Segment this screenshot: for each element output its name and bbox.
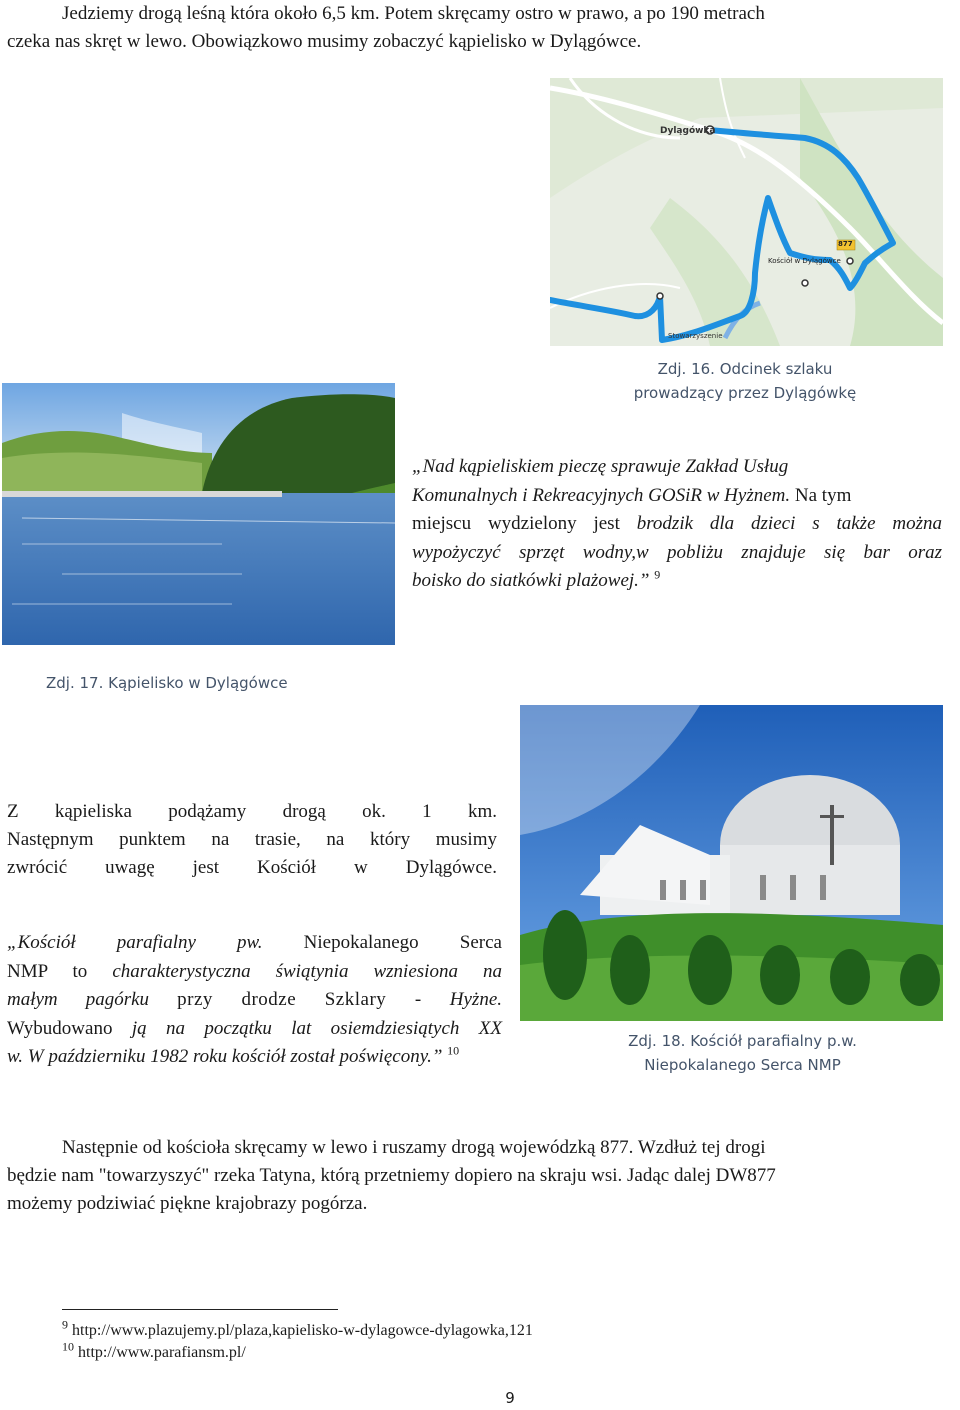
lake-photo-graphic — [2, 383, 395, 645]
quote-2-line-1b: Niepokalanego Serca — [303, 932, 502, 953]
quote-1-line-3: miejscu wydzielony jest — [412, 513, 620, 534]
route-map-graphic — [550, 78, 943, 346]
map-label-village: Dylągówka — [660, 126, 716, 136]
quote-1-line-5: boisko do siatkówki plażowej.” — [412, 570, 650, 591]
quote-2-line-3a: małym pagórku — [7, 989, 150, 1010]
map-road-number: 877 — [838, 240, 853, 248]
quote-2-line-3c: Hyżne. — [449, 989, 502, 1010]
footnotes — [62, 1317, 533, 1364]
quote-1-line-2: Komunalnych i Rekreacyjnych GOSiR w Hyżnem. — [412, 484, 791, 506]
intro-line-2: czeka nas skręt w lewo. Obowiązkowo musimy zobaczyć kąpielisko w Dylągówce. — [7, 31, 642, 52]
footnote-9-number: 9 — [62, 1317, 68, 1332]
quote-1-line-2b: Na tym — [794, 484, 852, 506]
paragraph-2-line-1: Z kąpieliska podążamy drogą ok. 1 km. — [7, 801, 497, 822]
footnote-separator — [62, 1309, 338, 1310]
quote-2-line-2a: NMP to — [7, 960, 88, 982]
quote-2-line-4b: ją na początku lat osiemdziesiątych XX — [131, 1017, 503, 1039]
paragraph-3-line-1: Następnie od kościoła skręcamy w lewo i ruszamy drogą wojewódzką 877. Wzdłuż tej drogi — [62, 1137, 766, 1158]
caption-16-line-1: Zdj. 16. Odcinek szlaku — [657, 360, 833, 378]
footnote-9-link[interactable]: http://www.plazujemy.pl/plaza,kapielisko-w-dylagowce-dylagowka,121 — [72, 1322, 533, 1339]
paragraph-2-line-3: zwrócić uwagę jest Kościół w Dylągówce. — [7, 857, 497, 878]
footnote-10 — [62, 1339, 533, 1364]
quote-1-line-4: wypożyczyć sprzęt wodny,w pobliżu znajduje się bar oraz — [412, 541, 942, 563]
quote-2-line-3b: przy drodze Szklary - — [177, 989, 422, 1010]
paragraph-3-line-3: możemy podziwiać piękne krajobrazy pogórza. — [7, 1193, 368, 1214]
footnote-9 — [62, 1317, 533, 1342]
lake-photo — [2, 383, 395, 645]
quote-2-line-1a: „Kościół parafialny pw. — [7, 932, 263, 953]
route-map — [550, 78, 943, 346]
footnote-10-link[interactable]: http://www.parafiansm.pl/ — [78, 1344, 246, 1361]
map-label-bottom: Stowarzyszenie — [668, 332, 723, 340]
paragraph-3 — [7, 1134, 959, 1218]
quote-1 — [412, 453, 942, 596]
caption-18 — [590, 1029, 895, 1077]
caption-18-line-1: Zdj. 18. Kościół parafialny p.w. — [628, 1032, 857, 1050]
paragraph-2 — [7, 798, 497, 882]
quote-2 — [7, 929, 502, 1072]
church-photo — [520, 705, 943, 1021]
map-label-church: Kościół w Dylągówce — [768, 257, 841, 265]
footnote-ref-10[interactable]: 10 — [447, 1043, 460, 1058]
caption-18-line-2: Niepokalanego Serca NMP — [644, 1056, 841, 1074]
church-photo-graphic — [520, 705, 943, 1021]
caption-16-line-2: prowadzący przez Dylągówkę — [633, 384, 857, 402]
quote-2-line-2b: charakterystyczna świątynia wzniesiona na — [112, 960, 502, 982]
caption-17: Zdj. 17. Kąpielisko w Dylągówce — [46, 674, 288, 692]
paragraph-3-line-2: będzie nam "towarzyszyć" rzeka Tatyna, którą przetniemy dopiero na skraju wsi. Jadąc dalej DW877 — [7, 1165, 776, 1186]
quote-1-line-1: „Nad kąpieliskiem pieczę sprawuje Zakład Usług — [412, 456, 789, 477]
caption-16 — [590, 357, 900, 405]
quote-2-line-4a: Wybudowano — [7, 1017, 113, 1039]
page-number: 9 — [505, 1389, 515, 1407]
paragraph-2-line-2: Następnym punktem na trasie, na który musimy — [7, 829, 497, 850]
footnote-10-number: 10 — [62, 1339, 74, 1354]
quote-2-line-5: w. W październiku 1982 roku kościół został poświęcony.” — [7, 1046, 443, 1067]
footnote-ref-9[interactable]: 9 — [654, 567, 661, 582]
quote-1-line-3b: brodzik dla dzieci s także można — [636, 513, 942, 534]
intro-line-1: Jedziemy drogą leśną która około 6,5 km. Potem skręcamy ostro w prawo, a po 190 metrach — [62, 3, 765, 24]
